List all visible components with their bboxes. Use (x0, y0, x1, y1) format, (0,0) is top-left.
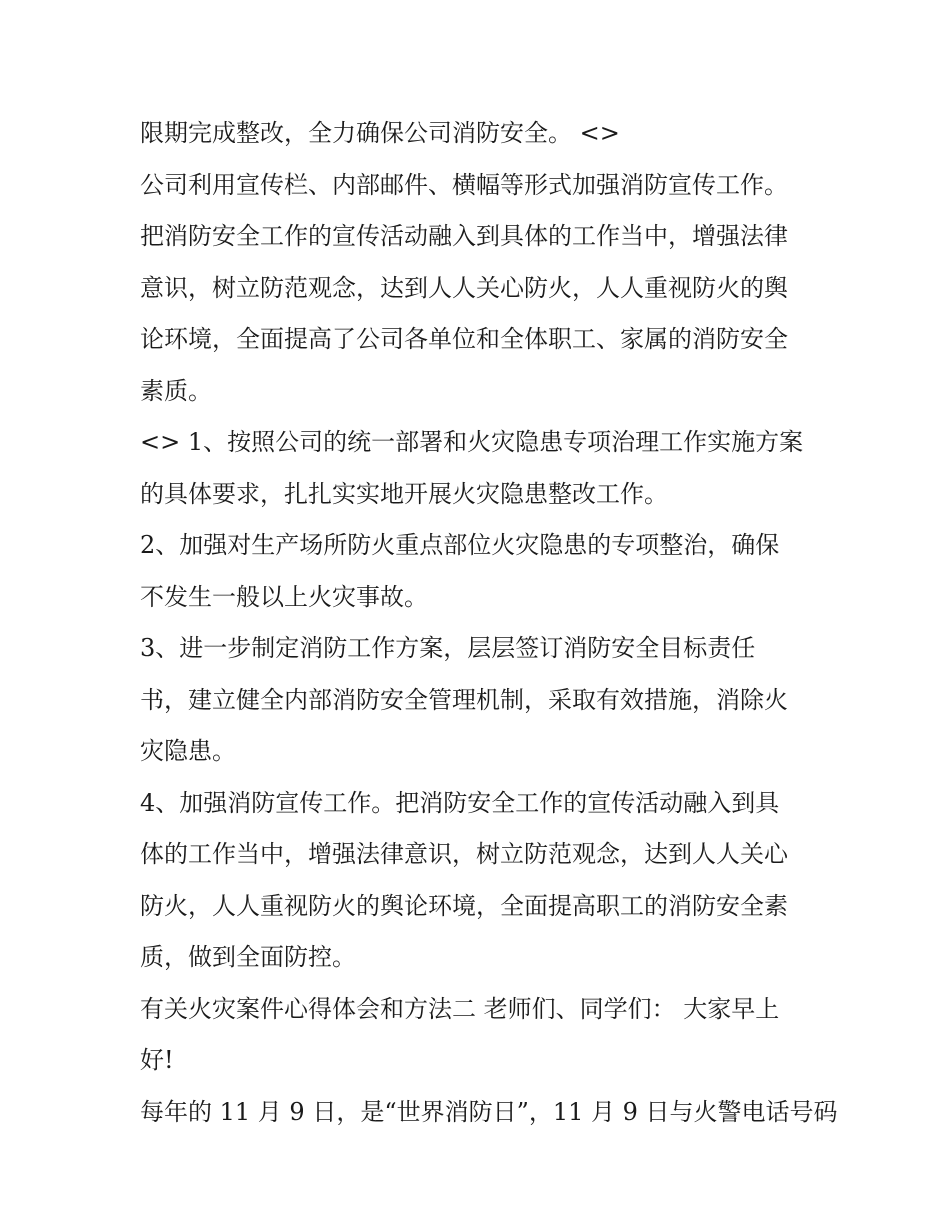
text-line-14: 4、加强消防宣传工作。把消防安全工作的宣传活动融入到具 (140, 788, 780, 817)
text-line-18: 有关火灾案件心得体会和方法二 老师们、同学们： 大家早上 (140, 994, 780, 1023)
text-line-20: 每年的 11 月 9 日，是“世界消防日”，11 月 9 日与火警电话号码 (140, 1097, 838, 1126)
text-line-6: 素质。 (140, 376, 212, 405)
text-line-7: <> 1、按照公司的统一部署和火灾隐患专项治理工作实施方案 (140, 428, 804, 456)
text-line-17: 质，做到全面防控。 (140, 943, 356, 971)
text-line-11: 3、进一步制定消防工作方案，层层签订消防安全目标责任 (140, 634, 756, 662)
text-line-12: 书，建立健全内部消防安全管理机制，采取有效措施，消除火 (140, 685, 788, 714)
text-line-3: 把消防安全工作的宣传活动融入到具体的工作当中，增强法律 (140, 222, 788, 250)
text-line-8: 的具体要求，扎扎实实地开展火灾隐患整改工作。 (140, 479, 668, 508)
text-line-9: 2、加强对生产场所防火重点部位火灾隐患的专项整治，确保 (140, 531, 780, 559)
text-line-13: 灾隐患。 (140, 737, 236, 765)
text-line-5: 论环境，全面提高了公司各单位和全体职工、家属的消防安全 (140, 325, 788, 353)
text-line-19: 好! (140, 1046, 174, 1074)
text-line-15: 体的工作当中，增强法律意识，树立防范观念，达到人人关心 (140, 840, 788, 868)
body-text (140, 108, 838, 1138)
text-line-1: 限期完成整改，全力确保公司消防安全。 <> (140, 119, 620, 147)
text-line-10: 不发生一般以上火灾事故。 (140, 582, 428, 611)
text-line-2: 公司利用宣传栏、内部邮件、横幅等形式加强消防宣传工作。 (140, 170, 788, 199)
text-line-4: 意识，树立防范观念，达到人人关心防火，人人重视防火的舆 (140, 273, 788, 302)
text-line-16: 防火，人人重视防火的舆论环境，全面提高职工的消防安全素 (140, 891, 788, 920)
